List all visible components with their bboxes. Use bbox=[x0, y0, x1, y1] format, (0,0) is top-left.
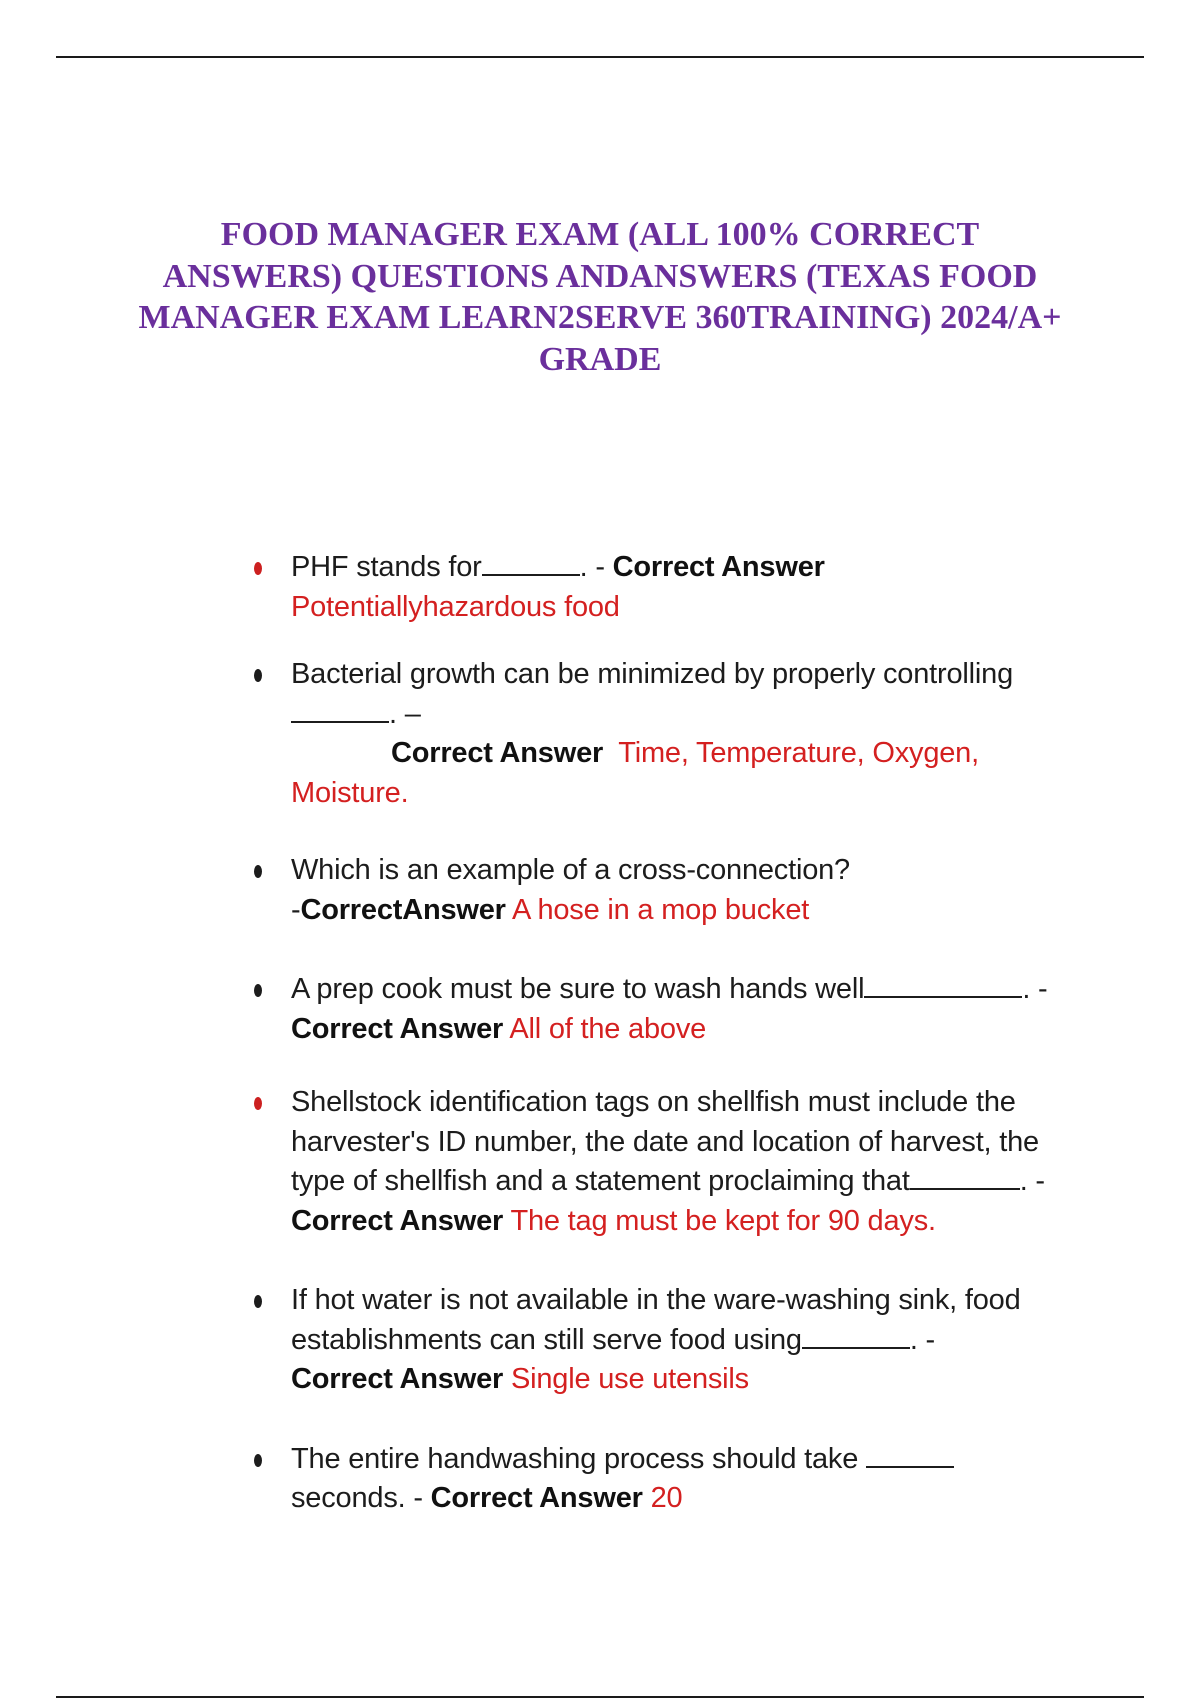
list-item bbox=[250, 970, 1100, 1049]
question-text: Shellstock identification tags on shellfish must include the harvester's ID number, the date and location of harvest, the type of shellfish and a statement proclaiming that bbox=[291, 1086, 1039, 1197]
answer-text: All of the above bbox=[509, 1012, 707, 1045]
list-item bbox=[250, 1440, 1100, 1519]
question-text: A prep cook must be sure to wash hands well bbox=[291, 973, 865, 1005]
list-item bbox=[250, 655, 1100, 813]
bullet-icon bbox=[254, 562, 262, 575]
answer-text: Potentiallyhazardous food bbox=[291, 590, 620, 623]
question-suffix: . - bbox=[1019, 1165, 1045, 1197]
list-item bbox=[250, 548, 1100, 627]
answer-text: A hose in a mop bucket bbox=[512, 893, 810, 926]
qa-list bbox=[250, 548, 1100, 1519]
answer-text: Single use utensils bbox=[510, 1363, 749, 1395]
question-suffix: . – bbox=[389, 697, 421, 730]
answer-prefix: - bbox=[291, 893, 301, 926]
list-item bbox=[250, 1083, 1100, 1241]
answer-blank bbox=[482, 550, 580, 576]
question-suffix: . - bbox=[909, 1323, 936, 1356]
bullet-icon bbox=[254, 1097, 262, 1110]
answer-blank bbox=[802, 1323, 910, 1349]
answer-label: Correct Answer bbox=[291, 1012, 504, 1045]
list-item bbox=[250, 1281, 1100, 1400]
answer-text: 20 bbox=[650, 1482, 683, 1514]
question-text: PHF stands for bbox=[291, 551, 482, 583]
bullet-icon bbox=[254, 1295, 262, 1308]
question-suffix: . - bbox=[1022, 973, 1048, 1005]
answer-text: Time, Temperature, Oxygen, Moisture. bbox=[291, 737, 979, 809]
question-text: Which is an example of a cross-connection? bbox=[291, 854, 850, 886]
answer-blank bbox=[910, 1164, 1020, 1190]
answer-blank bbox=[864, 972, 1022, 998]
answer-blank bbox=[866, 1442, 954, 1468]
bullet-icon bbox=[254, 669, 262, 682]
bottom-rule bbox=[56, 1696, 1144, 1698]
question-text: Bacterial growth can be minimized by properly controlling bbox=[291, 658, 1013, 690]
page-title: FOOD MANAGER EXAM (ALL 100% CORRECT ANSWERS) QUESTIONS ANDANSWERS (TEXAS FOOD MANAGER EXAM LEARN2SERVE 360TRAINING) 2024/A+ GRADE bbox=[138, 216, 1062, 378]
question-suffix: seconds. - bbox=[291, 1482, 431, 1514]
top-rule bbox=[56, 56, 1144, 58]
bullet-icon bbox=[254, 865, 262, 878]
bullet-icon bbox=[254, 1454, 262, 1467]
bullet-icon bbox=[254, 984, 262, 997]
answer-text: The tag must be kept for 90 days. bbox=[510, 1204, 936, 1237]
answer-label: Correct Answer bbox=[612, 551, 825, 583]
list-item bbox=[250, 851, 1100, 930]
answer-blank bbox=[291, 697, 389, 723]
answer-label: Correct Answer bbox=[291, 1363, 504, 1395]
question-suffix: . - bbox=[579, 551, 613, 583]
answer-label: Correct Answer bbox=[430, 1482, 643, 1514]
answer-label: Correct Answer bbox=[291, 1204, 504, 1237]
answer-label: CorrectAnswer bbox=[300, 893, 506, 926]
answer-label: Correct Answer bbox=[391, 737, 604, 769]
question-text: The entire handwashing process should take bbox=[291, 1442, 866, 1475]
question-text: If hot water is not available in the ware-washing sink, food establishments can still serve food using bbox=[291, 1284, 1021, 1356]
